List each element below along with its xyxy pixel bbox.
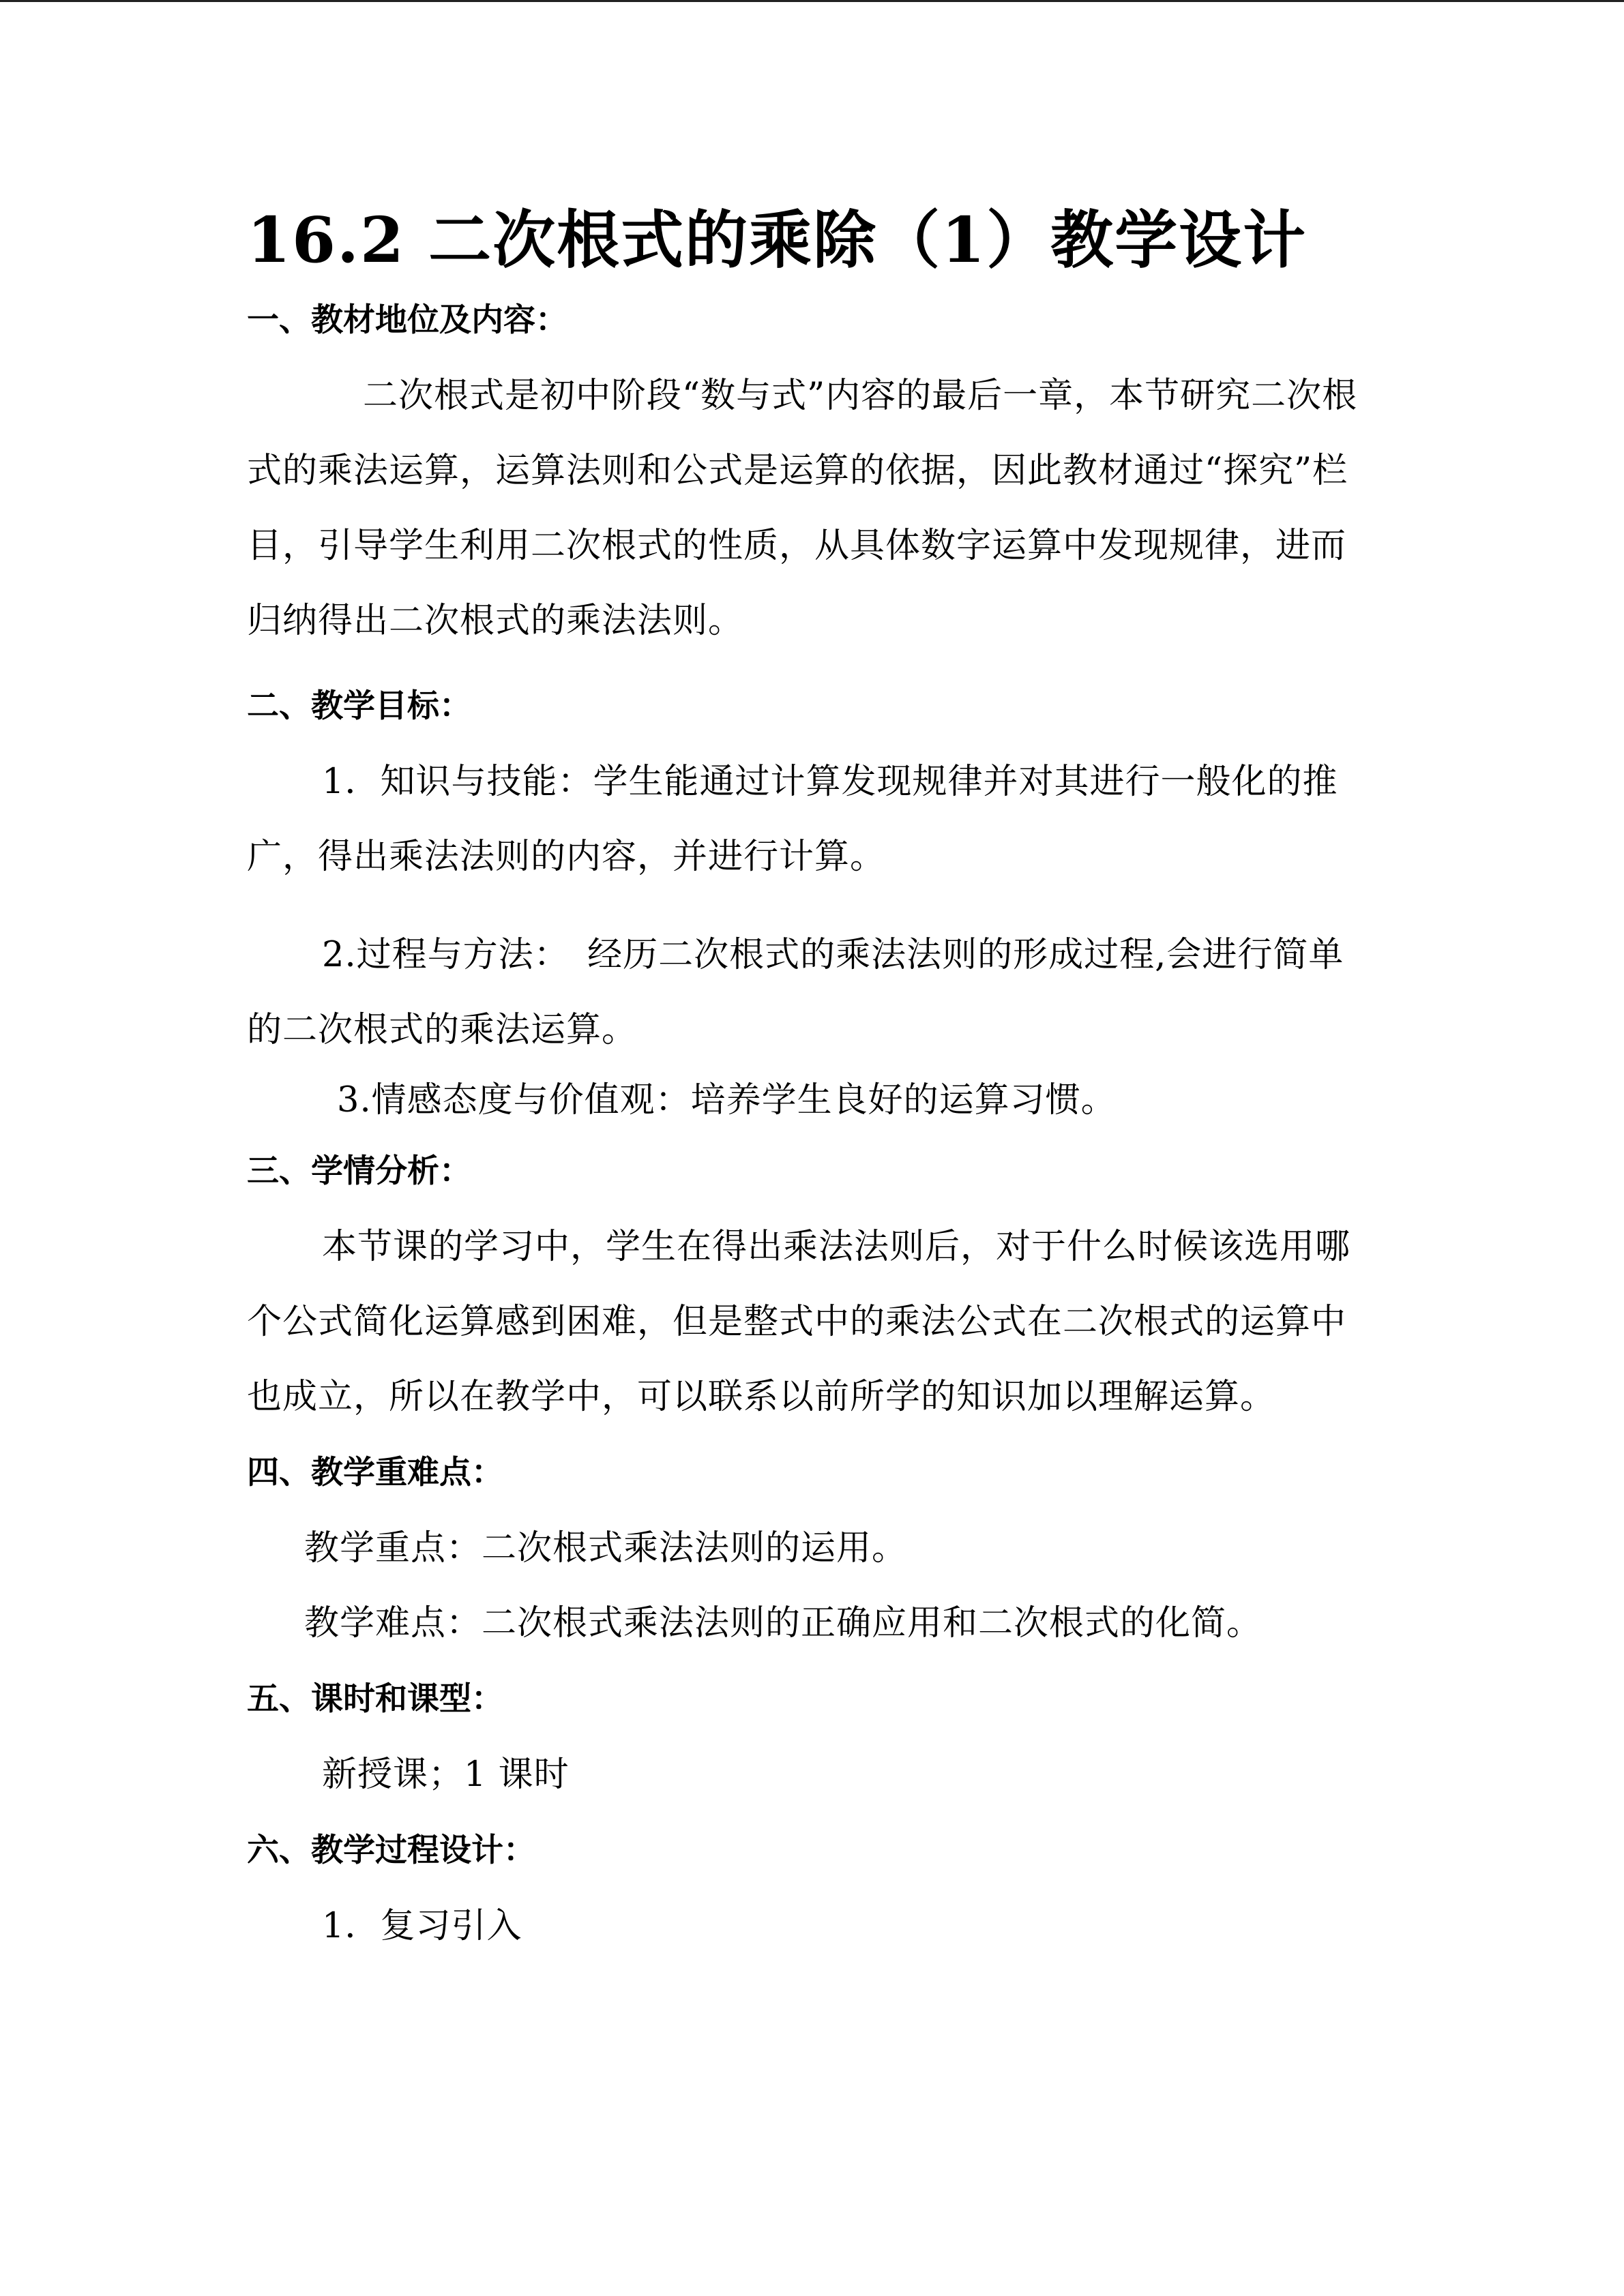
spacer	[247, 1196, 1379, 1210]
spacer	[247, 1813, 1379, 1826]
spacer	[247, 345, 1379, 359]
document-page	[247, 198, 1379, 1964]
textbook-position-paragraph: 二次根式是初中阶段“数与式”内容的最后一章，本节研究二次根式的乘法运算，运算法则和公式是运算的依据，因此教材通过“探究”栏目，引导学生利用二次根式的性质，从具体数字运算中发现规律，进而归纳得出二次根式的乘法法则。	[247, 376, 1358, 641]
section-heading-textbook-position: 一、教材地位及内容：	[247, 301, 567, 339]
section-heading-class-hours: 五、课时和课型：	[247, 1680, 503, 1718]
goal-emotion-values: 3.情感态度与价值观：培养学生良好的运算习惯。	[337, 1080, 1117, 1120]
spacer	[247, 1724, 1379, 1738]
spacer	[247, 1497, 1379, 1511]
section-heading-key-difficult-points: 四、教学重难点：	[247, 1454, 503, 1491]
spacer	[247, 1435, 1379, 1448]
spacer	[247, 731, 1379, 745]
difficult-point: 教学难点：二次根式乘法法则的正确应用和二次根式的化简。	[304, 1603, 1263, 1643]
goal-knowledge-skills: 1．知识与技能：学生能通过计算发现规律并对其进行一般化的推广，得出乘法法则的内容，并进行计算。	[247, 762, 1338, 877]
process-step-review: 1．复习引入	[322, 1906, 522, 1946]
class-hours-content: 新授课；1 课时	[322, 1755, 570, 1795]
spacer	[247, 1133, 1379, 1147]
page-top-border	[0, 0, 1624, 2]
section-heading-teaching-process: 六、教学过程设计：	[247, 1832, 535, 1869]
section-heading-teaching-goals: 二、教学目标：	[247, 687, 471, 725]
spacer	[247, 895, 1379, 918]
document-title: 16.2 二次根式的乘除（1）教学设计	[247, 203, 1308, 277]
key-point: 教学重点：二次根式乘法法则的运用。	[304, 1528, 908, 1568]
spacer	[247, 659, 1379, 682]
section-heading-student-analysis: 三、学情分析：	[247, 1152, 471, 1190]
spacer	[247, 282, 1379, 296]
goal-process-method: 2.过程与方法： 经历二次根式的乘法法则的形成过程,会进行简单的二次根式的乘法运算。	[247, 935, 1344, 1050]
spacer	[247, 1661, 1379, 1675]
spacer	[247, 1875, 1379, 1889]
student-analysis-paragraph: 本节课的学习中，学生在得出乘法法则后，对于什么时候该选用哪个公式简化运算感到困难，但是整式中的乘法公式在二次根式的运算中也成立，所以在教学中，可以联系以前所学的知识加以理解运算。	[247, 1227, 1351, 1417]
